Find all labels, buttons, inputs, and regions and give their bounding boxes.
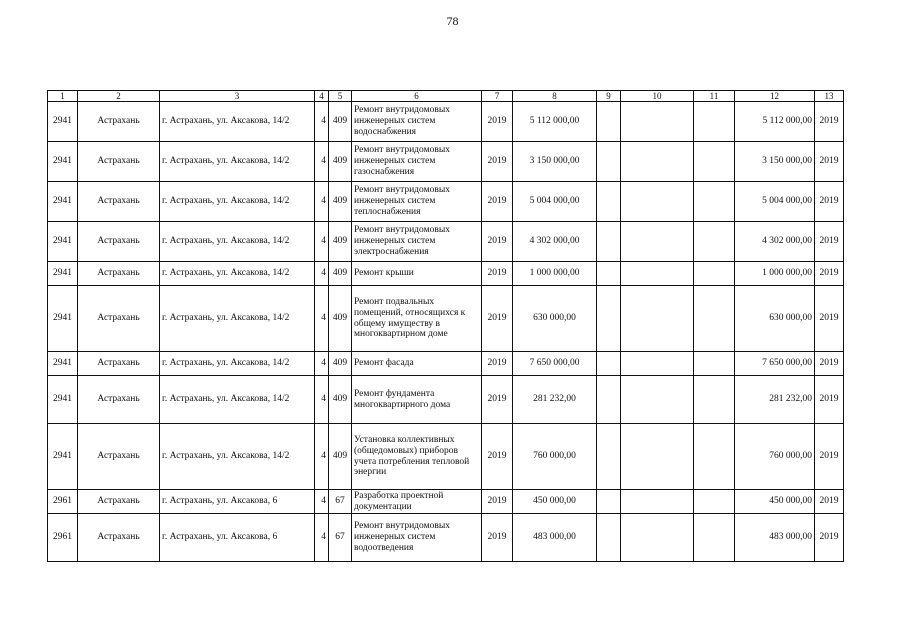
table-cell-col-4: 4 xyxy=(315,514,329,562)
table-cell-col-6: Ремонт внутридомовых инженерных систем водоснабжения xyxy=(352,102,482,142)
table-cell-col-11 xyxy=(694,102,735,142)
table-cell-col-12: 630 000,00 xyxy=(735,286,815,352)
table-cell-col-4: 4 xyxy=(315,182,329,222)
table-cell-col-13: 2019 xyxy=(815,142,844,182)
table-cell-col-3: г. Астрахань, ул. Аксакова, 14/2 xyxy=(160,352,315,376)
table-cell-col-13: 2019 xyxy=(815,182,844,222)
table-cell-col-7: 2019 xyxy=(482,490,513,514)
table-cell-col-8: 630 000,00 xyxy=(513,286,597,352)
table-cell-col-8: 4 302 000,00 xyxy=(513,222,597,262)
table-row xyxy=(48,514,844,562)
table-cell-col-2: Астрахань xyxy=(78,352,160,376)
table-cell-col-10 xyxy=(621,222,694,262)
table-cell-col-1: 2941 xyxy=(48,286,78,352)
table-cell-col-6: Ремонт фундамента многоквартирного дома xyxy=(352,376,482,424)
table-row xyxy=(48,352,844,376)
table-cell-col-9 xyxy=(597,142,621,182)
table-cell-col-2: Астрахань xyxy=(78,286,160,352)
table-cell-col-13: 2019 xyxy=(815,376,844,424)
column-header: 9 xyxy=(597,91,621,102)
table-cell-col-7: 2019 xyxy=(482,182,513,222)
table-cell-col-3: г. Астрахань, ул. Аксакова, 14/2 xyxy=(160,142,315,182)
table-cell-col-1: 2941 xyxy=(48,262,78,286)
table-body xyxy=(48,102,844,562)
table-row xyxy=(48,424,844,490)
column-header: 6 xyxy=(352,91,482,102)
table-cell-col-6: Ремонт внутридомовых инженерных систем водоотведения xyxy=(352,514,482,562)
table-row xyxy=(48,262,844,286)
table-cell-col-13: 2019 xyxy=(815,102,844,142)
table-cell-col-7: 2019 xyxy=(482,222,513,262)
table-cell-col-10 xyxy=(621,424,694,490)
table-cell-col-4: 4 xyxy=(315,490,329,514)
table-cell-col-12: 450 000,00 xyxy=(735,490,815,514)
table-cell-col-6: Ремонт подвальных помещений, относящихся к общему имуществу в многоквартирном доме xyxy=(352,286,482,352)
column-header: 1 xyxy=(48,91,78,102)
table-cell-col-9 xyxy=(597,424,621,490)
table-cell-col-2: Астрахань xyxy=(78,222,160,262)
table-cell-col-5: 67 xyxy=(329,514,352,562)
table-cell-col-11 xyxy=(694,514,735,562)
table-cell-col-12: 483 000,00 xyxy=(735,514,815,562)
table-cell-col-10 xyxy=(621,102,694,142)
table-cell-col-5: 409 xyxy=(329,376,352,424)
table-row xyxy=(48,222,844,262)
column-header: 3 xyxy=(160,91,315,102)
table-cell-col-1: 2941 xyxy=(48,182,78,222)
page-number: 78 xyxy=(446,14,459,28)
table-cell-col-8: 5 004 000,00 xyxy=(513,182,597,222)
table-cell-col-5: 409 xyxy=(329,142,352,182)
table-cell-col-9 xyxy=(597,102,621,142)
table-cell-col-10 xyxy=(621,490,694,514)
table-cell-col-11 xyxy=(694,286,735,352)
table-cell-col-4: 4 xyxy=(315,102,329,142)
table-cell-col-10 xyxy=(621,182,694,222)
table-cell-col-12: 4 302 000,00 xyxy=(735,222,815,262)
table-cell-col-3: г. Астрахань, ул. Аксакова, 6 xyxy=(160,490,315,514)
table-cell-col-7: 2019 xyxy=(482,262,513,286)
table-cell-col-9 xyxy=(597,514,621,562)
table-cell-col-6: Ремонт фасада xyxy=(352,352,482,376)
table-cell-col-3: г. Астрахань, ул. Аксакова, 14/2 xyxy=(160,102,315,142)
column-header: 11 xyxy=(694,91,735,102)
table-cell-col-13: 2019 xyxy=(815,424,844,490)
table-cell-col-7: 2019 xyxy=(482,286,513,352)
table-row xyxy=(48,142,844,182)
table-cell-col-10 xyxy=(621,352,694,376)
table-cell-col-2: Астрахань xyxy=(78,514,160,562)
table-cell-col-1: 2941 xyxy=(48,376,78,424)
column-header: 10 xyxy=(621,91,694,102)
table-cell-col-13: 2019 xyxy=(815,222,844,262)
table-cell-col-9 xyxy=(597,182,621,222)
table-cell-col-4: 4 xyxy=(315,424,329,490)
table-cell-col-9 xyxy=(597,490,621,514)
table-cell-col-13: 2019 xyxy=(815,262,844,286)
table-cell-col-6: Ремонт внутридомовых инженерных систем теплоснабжения xyxy=(352,182,482,222)
table-cell-col-3: г. Астрахань, ул. Аксакова, 14/2 xyxy=(160,424,315,490)
table-cell-col-6: Ремонт внутридомовых инженерных систем газоснабжения xyxy=(352,142,482,182)
table-cell-col-11 xyxy=(694,262,735,286)
table-cell-col-5: 409 xyxy=(329,222,352,262)
table-cell-col-4: 4 xyxy=(315,222,329,262)
table-cell-col-12: 7 650 000,00 xyxy=(735,352,815,376)
table-cell-col-3: г. Астрахань, ул. Аксакова, 14/2 xyxy=(160,286,315,352)
table-cell-col-2: Астрахань xyxy=(78,424,160,490)
table-cell-col-13: 2019 xyxy=(815,514,844,562)
table-cell-col-10 xyxy=(621,376,694,424)
table-cell-col-2: Астрахань xyxy=(78,376,160,424)
table-cell-col-1: 2941 xyxy=(48,142,78,182)
table-cell-col-10 xyxy=(621,286,694,352)
table-cell-col-3: г. Астрахань, ул. Аксакова, 6 xyxy=(160,514,315,562)
table-cell-col-9 xyxy=(597,286,621,352)
table-cell-col-12: 1 000 000,00 xyxy=(735,262,815,286)
table-cell-col-13: 2019 xyxy=(815,286,844,352)
table-cell-col-11 xyxy=(694,142,735,182)
column-header: 8 xyxy=(513,91,597,102)
table-cell-col-5: 409 xyxy=(329,182,352,222)
table-cell-col-1: 2961 xyxy=(48,514,78,562)
table-cell-col-13: 2019 xyxy=(815,490,844,514)
column-header: 13 xyxy=(815,91,844,102)
column-header: 12 xyxy=(735,91,815,102)
table-cell-col-11 xyxy=(694,182,735,222)
table-cell-col-10 xyxy=(621,262,694,286)
table-cell-col-11 xyxy=(694,376,735,424)
table-cell-col-8: 7 650 000,00 xyxy=(513,352,597,376)
table-row xyxy=(48,376,844,424)
table-cell-col-7: 2019 xyxy=(482,376,513,424)
table-cell-col-13: 2019 xyxy=(815,352,844,376)
column-header: 2 xyxy=(78,91,160,102)
table-cell-col-10 xyxy=(621,514,694,562)
table-cell-col-3: г. Астрахань, ул. Аксакова, 14/2 xyxy=(160,182,315,222)
table-cell-col-6: Разработка проектной документации xyxy=(352,490,482,514)
table-cell-col-8: 760 000,00 xyxy=(513,424,597,490)
table-cell-col-9 xyxy=(597,376,621,424)
table-cell-col-11 xyxy=(694,424,735,490)
table-cell-col-4: 4 xyxy=(315,262,329,286)
table-cell-col-10 xyxy=(621,142,694,182)
table-cell-col-6: Ремонт внутридомовых инженерных систем электроснабжения xyxy=(352,222,482,262)
table-cell-col-5: 409 xyxy=(329,424,352,490)
table-cell-col-8: 281 232,00 xyxy=(513,376,597,424)
table-cell-col-8: 483 000,00 xyxy=(513,514,597,562)
table-cell-col-11 xyxy=(694,490,735,514)
table-cell-col-5: 409 xyxy=(329,352,352,376)
table-row xyxy=(48,490,844,514)
table-cell-col-9 xyxy=(597,222,621,262)
table-cell-col-4: 4 xyxy=(315,352,329,376)
table-cell-col-5: 409 xyxy=(329,286,352,352)
table-cell-col-3: г. Астрахань, ул. Аксакова, 14/2 xyxy=(160,222,315,262)
table-cell-col-2: Астрахань xyxy=(78,102,160,142)
table-row xyxy=(48,182,844,222)
table-cell-col-7: 2019 xyxy=(482,142,513,182)
table-cell-col-6: Ремонт крыши xyxy=(352,262,482,286)
table-cell-col-2: Астрахань xyxy=(78,142,160,182)
table-cell-col-7: 2019 xyxy=(482,514,513,562)
table-cell-col-1: 2941 xyxy=(48,424,78,490)
table-cell-col-4: 4 xyxy=(315,376,329,424)
table-cell-col-4: 4 xyxy=(315,286,329,352)
table-cell-col-1: 2941 xyxy=(48,352,78,376)
table-cell-col-7: 2019 xyxy=(482,424,513,490)
table-row xyxy=(48,286,844,352)
table-cell-col-1: 2961 xyxy=(48,490,78,514)
table-cell-col-12: 281 232,00 xyxy=(735,376,815,424)
table-cell-col-4: 4 xyxy=(315,142,329,182)
table-cell-col-3: г. Астрахань, ул. Аксакова, 14/2 xyxy=(160,262,315,286)
table-cell-col-5: 67 xyxy=(329,490,352,514)
table-cell-col-12: 760 000,00 xyxy=(735,424,815,490)
table-cell-col-5: 409 xyxy=(329,262,352,286)
table-cell-col-2: Астрахань xyxy=(78,182,160,222)
table-cell-col-8: 450 000,00 xyxy=(513,490,597,514)
table-cell-col-12: 5 112 000,00 xyxy=(735,102,815,142)
repair-program-table xyxy=(47,90,844,562)
table-row xyxy=(48,102,844,142)
table-cell-col-11 xyxy=(694,222,735,262)
table-cell-col-2: Астрахань xyxy=(78,490,160,514)
table-cell-col-7: 2019 xyxy=(482,352,513,376)
table-cell-col-8: 1 000 000,00 xyxy=(513,262,597,286)
table-cell-col-7: 2019 xyxy=(482,102,513,142)
column-number-row xyxy=(48,91,844,102)
table-cell-col-9 xyxy=(597,262,621,286)
table-cell-col-12: 3 150 000,00 xyxy=(735,142,815,182)
table-cell-col-3: г. Астрахань, ул. Аксакова, 14/2 xyxy=(160,376,315,424)
table-cell-col-8: 5 112 000,00 xyxy=(513,102,597,142)
table-cell-col-2: Астрахань xyxy=(78,262,160,286)
table-cell-col-9 xyxy=(597,352,621,376)
table-cell-col-6: Установка коллективных (общедомовых) приборов учета потребления тепловой энергии xyxy=(352,424,482,490)
table-cell-col-8: 3 150 000,00 xyxy=(513,142,597,182)
column-header: 4 xyxy=(315,91,329,102)
column-header: 5 xyxy=(329,91,352,102)
table-cell-col-1: 2941 xyxy=(48,102,78,142)
table-cell-col-5: 409 xyxy=(329,102,352,142)
table-cell-col-11 xyxy=(694,352,735,376)
table-cell-col-1: 2941 xyxy=(48,222,78,262)
table-cell-col-12: 5 004 000,00 xyxy=(735,182,815,222)
column-header: 7 xyxy=(482,91,513,102)
